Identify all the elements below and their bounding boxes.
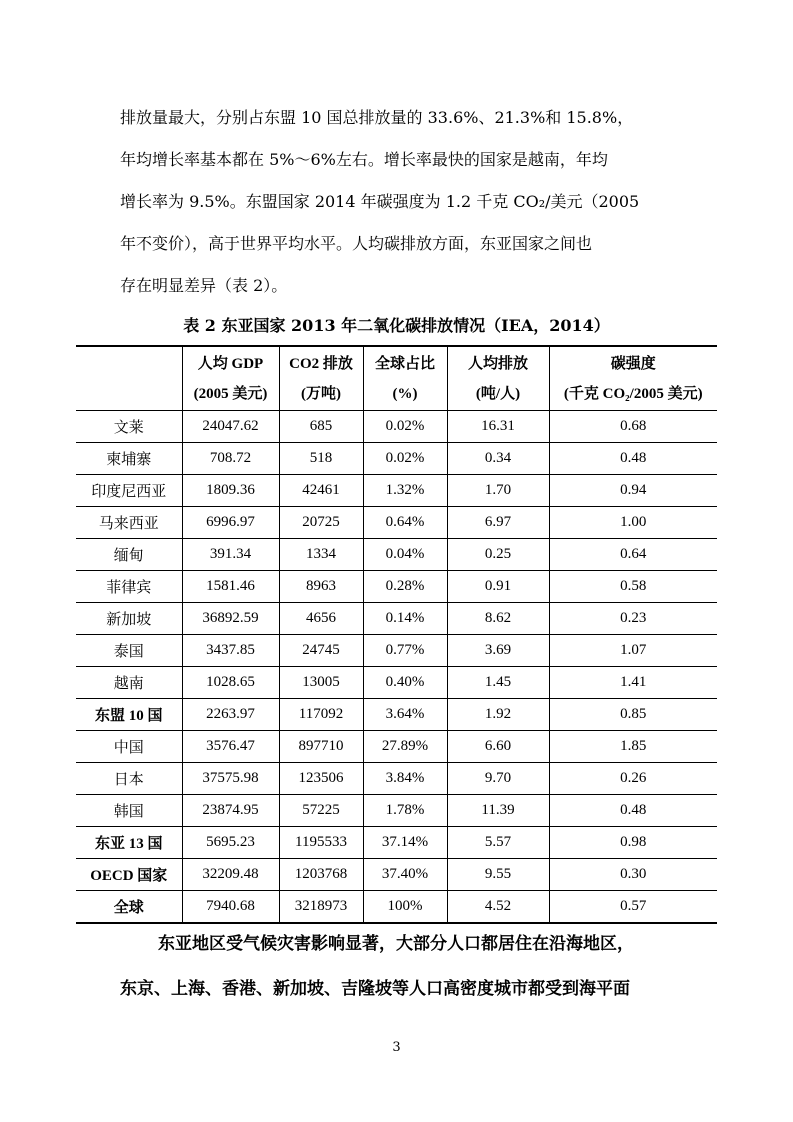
table-cell: 4656 [279, 603, 363, 635]
table-cell: 1.00 [549, 507, 717, 539]
table-cell: 1.45 [447, 667, 549, 699]
table-row [76, 827, 717, 859]
table-body [76, 411, 717, 924]
table-cell: 13005 [279, 667, 363, 699]
table-cell: 897710 [279, 731, 363, 763]
table-cell: 0.04% [363, 539, 447, 571]
table-row [76, 699, 717, 731]
table-cell: 9.55 [447, 859, 549, 891]
table-row [76, 763, 717, 795]
table-cell: 0.58 [549, 571, 717, 603]
table-row [76, 507, 717, 539]
table-cell: 0.25 [447, 539, 549, 571]
intro-line: 存在明显差异（表 2）。 [120, 276, 288, 295]
table-cell: 6.97 [447, 507, 549, 539]
table-cell: 8.62 [447, 603, 549, 635]
intro-line: 年不变价），高于世界平均水平。人均碳排放方面，东亚国家之间也 [120, 234, 593, 253]
table-cell: 1.92 [447, 699, 549, 731]
row-label: 缅甸 [76, 539, 182, 571]
table-cell: 27.89% [363, 731, 447, 763]
row-label: 泰国 [76, 635, 182, 667]
table-cell: 1334 [279, 539, 363, 571]
row-label: 东亚 13 国 [76, 827, 182, 859]
table-cell: 3.64% [363, 699, 447, 731]
closing-paragraph [120, 922, 680, 1012]
table-cell: 5695.23 [182, 827, 279, 859]
table-cell: 1028.65 [182, 667, 279, 699]
table-cell: 0.91 [447, 571, 549, 603]
closing-line: 东京、上海、香港、新加坡、吉隆坡等人口高密度城市都受到海平面 [120, 979, 630, 999]
row-label: 柬埔寨 [76, 443, 182, 475]
row-label: 中国 [76, 731, 182, 763]
table-row [76, 603, 717, 635]
table-cell: 0.34 [447, 443, 549, 475]
table-cell: 3437.85 [182, 635, 279, 667]
table-row [76, 443, 717, 475]
row-label: 韩国 [76, 795, 182, 827]
table-cell: 0.02% [363, 443, 447, 475]
row-label: 东盟 10 国 [76, 699, 182, 731]
table-cell: 0.48 [549, 795, 717, 827]
table-row [76, 891, 717, 924]
table-row [76, 731, 717, 763]
table-row [76, 571, 717, 603]
table-row [76, 539, 717, 571]
table-cell: 1.41 [549, 667, 717, 699]
table-cell: 685 [279, 411, 363, 443]
table-cell: 37.40% [363, 859, 447, 891]
row-label: OECD 国家 [76, 859, 182, 891]
table-cell: 37.14% [363, 827, 447, 859]
table-cell: 0.85 [549, 699, 717, 731]
table-cell: 1.07 [549, 635, 717, 667]
intro-line: 增长率为 9.5%。东盟国家 2014 年碳强度为 1.2 千克 CO₂/美元（2005 [120, 192, 640, 211]
table-cell: 0.57 [549, 891, 717, 924]
table-cell: 1195533 [279, 827, 363, 859]
table-cell: 0.02% [363, 411, 447, 443]
table-cell: 1.70 [447, 475, 549, 507]
table-header-cell: 人均排放 (吨/人) [447, 346, 549, 411]
table-cell: 6996.97 [182, 507, 279, 539]
table-cell: 23874.95 [182, 795, 279, 827]
row-label: 马来西亚 [76, 507, 182, 539]
table-cell: 1.78% [363, 795, 447, 827]
table-cell: 1.32% [363, 475, 447, 507]
row-label: 日本 [76, 763, 182, 795]
emissions-table [76, 345, 717, 924]
table-cell: 391.34 [182, 539, 279, 571]
table-header-row [76, 346, 717, 411]
row-label: 全球 [76, 891, 182, 924]
table-cell: 0.40% [363, 667, 447, 699]
table-cell: 117092 [279, 699, 363, 731]
table-cell: 0.64% [363, 507, 447, 539]
table-cell: 0.64 [549, 539, 717, 571]
table-cell: 1581.46 [182, 571, 279, 603]
table-cell: 0.26 [549, 763, 717, 795]
table-cell: 0.28% [363, 571, 447, 603]
table-cell: 6.60 [447, 731, 549, 763]
table-cell: 37575.98 [182, 763, 279, 795]
intro-paragraph [120, 97, 680, 307]
table-cell: 1809.36 [182, 475, 279, 507]
table-row [76, 475, 717, 507]
table-cell: 123506 [279, 763, 363, 795]
table-header-cell: CO2 排放 (万吨) [279, 346, 363, 411]
table-cell: 16.31 [447, 411, 549, 443]
table-row [76, 411, 717, 443]
table-header-cell: 人均 GDP (2005 美元) [182, 346, 279, 411]
row-label: 印度尼西亚 [76, 475, 182, 507]
table-cell: 100% [363, 891, 447, 924]
table-cell: 57225 [279, 795, 363, 827]
table-cell: 3218973 [279, 891, 363, 924]
table-cell: 11.39 [447, 795, 549, 827]
table-header-cell: 碳强度 (千克 CO₂/2005 美元) [549, 346, 717, 411]
table-cell: 8963 [279, 571, 363, 603]
page-number: 3 [392, 1040, 401, 1055]
table-cell: 0.68 [549, 411, 717, 443]
table-row [76, 635, 717, 667]
table-cell: 5.57 [447, 827, 549, 859]
intro-line: 年均增长率基本都在 5%～6%左右。增长率最快的国家是越南，年均 [120, 150, 608, 169]
table-cell: 0.48 [549, 443, 717, 475]
table-row [76, 859, 717, 891]
table-cell: 0.14% [363, 603, 447, 635]
table-cell: 32209.48 [182, 859, 279, 891]
closing-line: 东亚地区受气候灾害影响显著，大部分人口都居住在沿海地区， [158, 934, 634, 954]
table-cell: 518 [279, 443, 363, 475]
table-cell: 0.98 [549, 827, 717, 859]
table-cell: 2263.97 [182, 699, 279, 731]
table-cell: 1.85 [549, 731, 717, 763]
table-cell: 708.72 [182, 443, 279, 475]
table-cell: 3.69 [447, 635, 549, 667]
row-label: 文莱 [76, 411, 182, 443]
table-cell: 7940.68 [182, 891, 279, 924]
table-cell: 24745 [279, 635, 363, 667]
table-caption: 表 2 东亚国家 2013 年二氧化碳排放情况（IEA，2014） [183, 316, 610, 335]
table-cell: 9.70 [447, 763, 549, 795]
table-cell: 4.52 [447, 891, 549, 924]
table-cell: 3576.47 [182, 731, 279, 763]
table-cell: 0.23 [549, 603, 717, 635]
table-row [76, 667, 717, 699]
row-label: 菲律宾 [76, 571, 182, 603]
table-cell: 1203768 [279, 859, 363, 891]
table-cell: 24047.62 [182, 411, 279, 443]
table-cell: 20725 [279, 507, 363, 539]
table-cell: 0.77% [363, 635, 447, 667]
table-cell: 3.84% [363, 763, 447, 795]
table-cell: 42461 [279, 475, 363, 507]
row-label: 新加坡 [76, 603, 182, 635]
table-cell: 0.94 [549, 475, 717, 507]
table-cell: 0.30 [549, 859, 717, 891]
table-cell: 36892.59 [182, 603, 279, 635]
table-header-cell [76, 346, 182, 411]
table-row [76, 795, 717, 827]
row-label: 越南 [76, 667, 182, 699]
table-header-cell: 全球占比 (%) [363, 346, 447, 411]
intro-line: 排放量最大，分别占东盟 10 国总排放量的 33.6%、21.3%和 15.8%， [120, 108, 634, 127]
